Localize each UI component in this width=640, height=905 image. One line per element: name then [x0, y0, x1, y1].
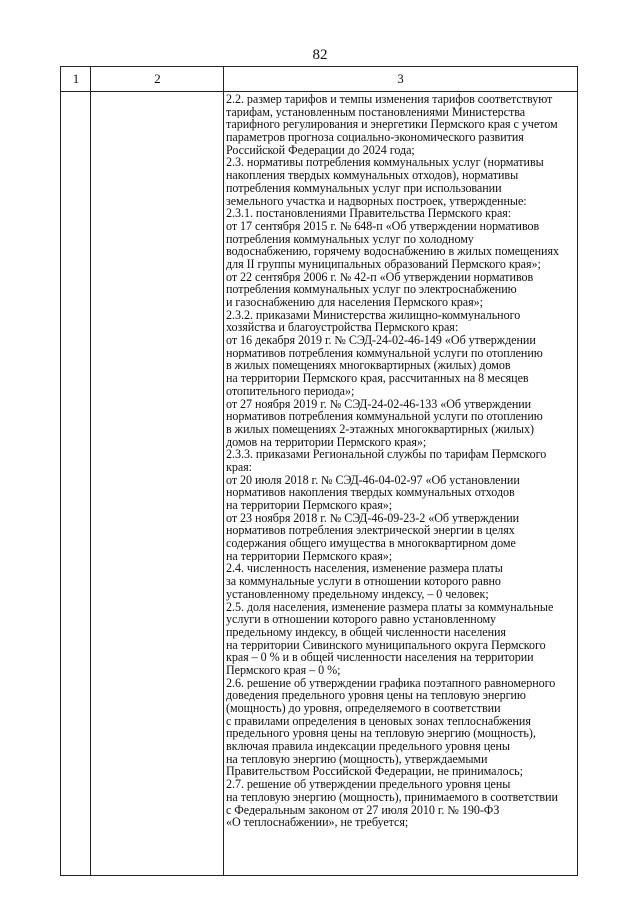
page-number: 82	[312, 47, 328, 63]
text-line: нормативов накопления твердых коммунальных отходов	[226, 486, 515, 499]
text-line: «О теплоснабжении», не требуется;	[226, 816, 409, 829]
text-line: нормативов потребления электрической энергии в целях	[226, 524, 515, 538]
text-line: потребления коммунальных услуг по электроснабжению	[226, 283, 517, 296]
text-line: нормативов потребления коммунальной услуги по отоплению	[226, 346, 543, 360]
text-line: края – 0 % и в общей численности населения на территории	[226, 651, 534, 664]
text-line: с правилами определения в ценовых зонах теплоснабжения	[226, 714, 531, 728]
text-line: от 20 июля 2018 г. № СЭД-46-04-02-97 «Об установлении	[226, 473, 520, 487]
text-line: от 16 декабря 2019 г. № СЭД-24-02-46-149 «Об утверждении	[226, 334, 536, 347]
text-line: и газоснабжению для населения Пермского края»;	[226, 296, 483, 309]
text-line: на тепловую энергию (мощность), принимаемого в соответствии	[226, 790, 558, 804]
text-line: от 23 ноября 2018 г. № СЭД-46-09-23-2 «Об утверждении	[226, 511, 520, 525]
table-header-row	[61, 67, 577, 92]
text-line: 2.3.3. приказами Региональной службы по тарифам Пермского	[226, 448, 547, 461]
text-line: 2.2. размер тарифов и темпы изменения тарифов соответствуют	[226, 93, 553, 106]
text-line: Пермского края – 0 %;	[226, 663, 341, 677]
text-line: Российской Федерации до 2024 года;	[226, 143, 415, 157]
text-line: водоснабжению, горячему водоснабжению в жилых помещениях	[226, 245, 559, 258]
text-line: (мощность) до уровня, определяемого в соответствии	[226, 702, 501, 715]
text-line: на территории Пермского края»;	[226, 549, 393, 563]
column-3-text	[226, 93, 576, 829]
text-line: 2.4. численность населения, изменение размера платы	[226, 562, 503, 576]
text-line: 2.3.1. постановлениями Правительства Пермского края:	[226, 207, 512, 220]
text-line: предельному индексу, в общей численности населения	[226, 625, 506, 639]
text-line: 2.7. решение об утверждении предельного уровня цены	[226, 778, 511, 791]
text-line: тарифного регулирования и энергетики Пермского края с учетом	[226, 118, 558, 132]
text-line: потребления коммунальных услуг при использовании	[226, 181, 502, 195]
text-line: для II группы муниципальных образований Пермского края»;	[226, 257, 541, 271]
text-line: в жилых помещениях многоквартирных (жилых) домов	[226, 359, 511, 373]
text-line: 2.5. доля населения, изменение размера платы за коммунальные	[226, 600, 554, 614]
document-table	[60, 66, 578, 876]
text-line: с Федеральным законом от 27 июля 2010 г. № 190-ФЗ	[226, 803, 500, 817]
text-line: за коммунальные услуги в отношении которого равно	[226, 575, 501, 588]
text-line: от 27 ноября 2019 г. № СЭД-24-02-46-133 «Об утверждении	[226, 397, 532, 411]
text-line: содержания общего имущества в многоквартирном доме	[226, 537, 516, 550]
text-line: 2.6. решение об утверждении графика поэтапного равномерного	[226, 676, 556, 690]
text-line: параметров прогноза социально-экономического развития	[226, 131, 524, 144]
text-line: накопления твердых коммунальных отходов), нормативы	[226, 169, 519, 182]
text-line: на территории Пермского края, рассчитанных на 8 месяцев	[226, 372, 529, 385]
text-line: потребления коммунальных услуг по холодному	[226, 232, 474, 246]
text-line: в жилых помещениях 2-этажных многоквартирных (жилых)	[226, 422, 534, 436]
text-line: 2.3. нормативы потребления коммунальных услуг (нормативы	[226, 156, 544, 170]
column-divider	[223, 67, 224, 875]
column-header-3: 3	[397, 71, 404, 86]
text-line: на тепловую энергию (мощность), утверждаемыми	[226, 752, 488, 766]
text-line: хозяйства и благоустройства Пермского края:	[226, 321, 459, 335]
text-line: 2.3.2. приказами Министерства жилищно-коммунального	[226, 308, 521, 322]
text-line: края:	[226, 460, 252, 474]
text-line: на территории Пермского края»;	[226, 499, 393, 512]
text-line: включая правила индексации предельного уровня цены	[226, 740, 510, 753]
column-header-1: 1	[72, 71, 80, 86]
text-line: земельного участка и надворных построек, утвержденные:	[226, 194, 527, 208]
text-line: от 22 сентября 2006 г. № 42-п «Об утверждении нормативов	[226, 270, 534, 284]
text-line: Правительством Российской Федерации, не принималось;	[226, 765, 523, 779]
text-line: доведения предельного уровня цены на тепловую энергию	[226, 689, 526, 702]
column-divider	[90, 67, 91, 875]
column-header-2: 2	[154, 71, 161, 86]
text-line: предельного уровня цены на тепловую энергию (мощность),	[226, 727, 536, 741]
text-line: домов на территории Пермского края»;	[226, 435, 427, 449]
text-line: услуги в отношении которого равно установленному	[226, 613, 497, 626]
text-line: отопительного периода»;	[226, 384, 355, 398]
text-line: на территории Сивинского муниципального округа Пермского	[226, 638, 546, 652]
text-line: тарифам, установленным постановлениями Министерства	[226, 105, 526, 119]
text-line: установленному предельному индексу, – 0 человек;	[226, 587, 489, 601]
text-line: от 17 сентября 2015 г. № 648-п «Об утверждении нормативов	[226, 219, 540, 233]
text-line: нормативов потребления коммунальной услуги по отоплению	[226, 410, 543, 423]
